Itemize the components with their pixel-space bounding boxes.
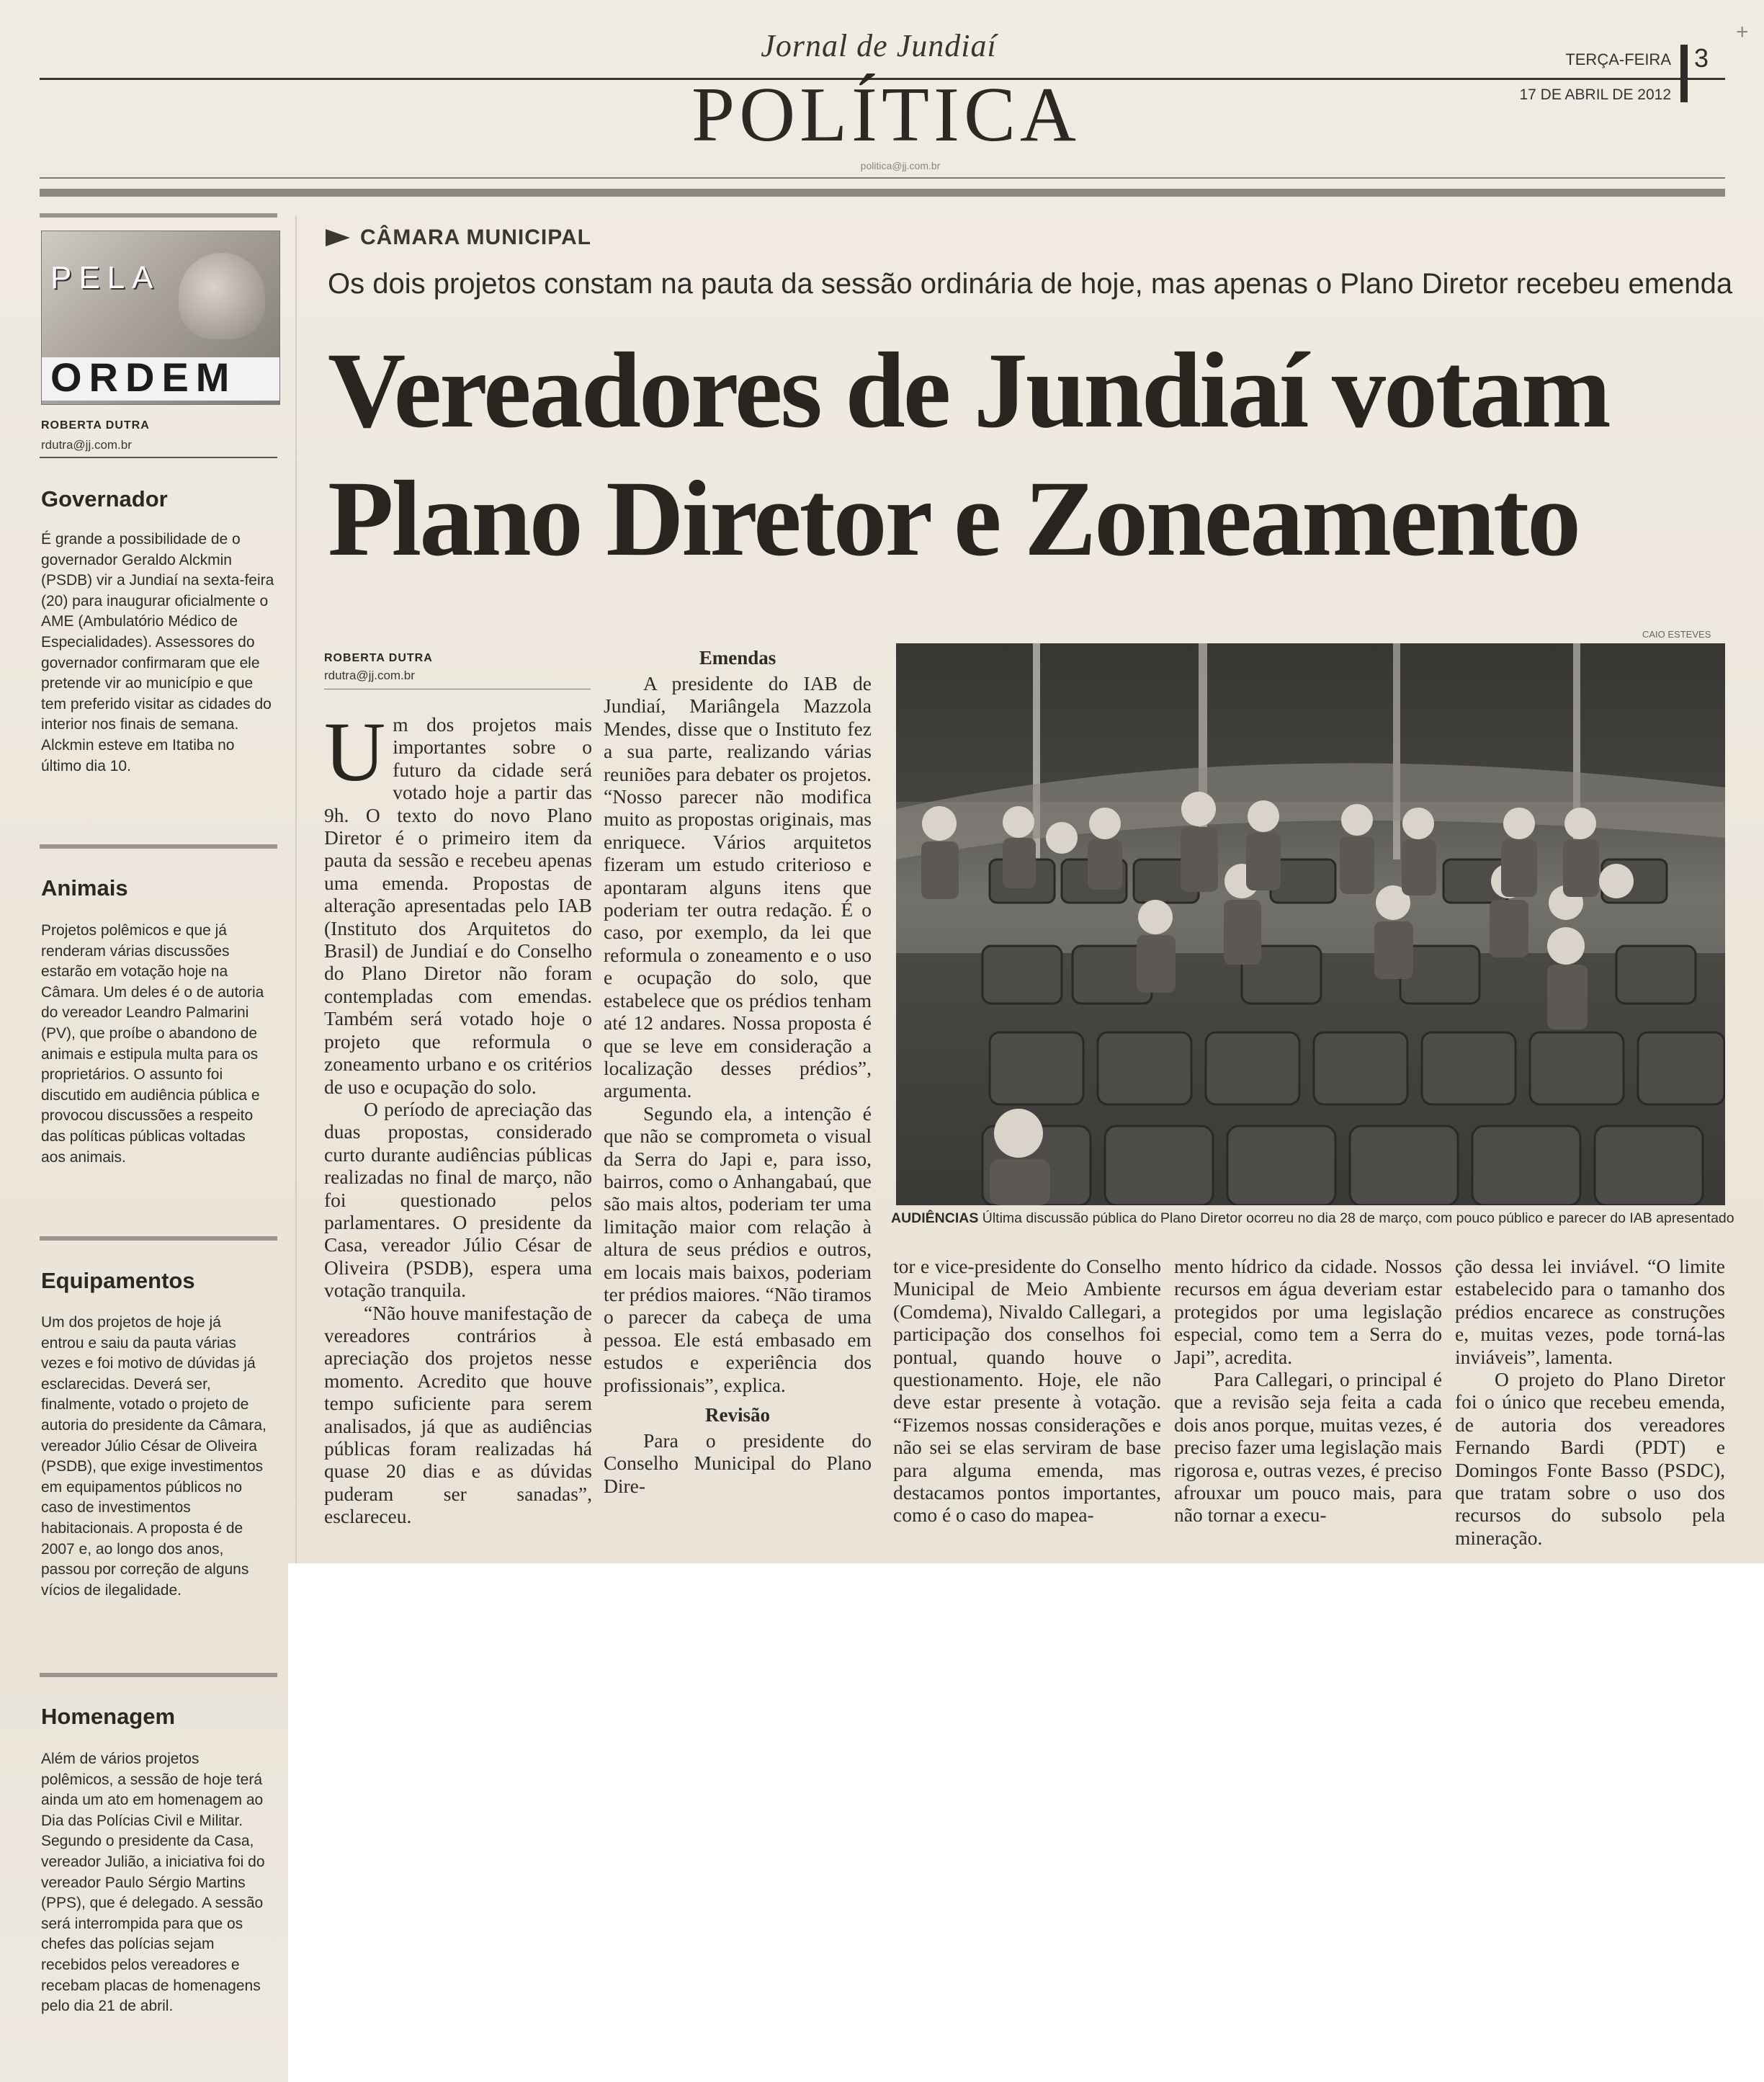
sidebar-author-rule xyxy=(40,457,277,458)
paragraph: Para Callegari, o principal é que a revisão seja feita a cada dois anos porque, muitas vezes, é preciso fazer uma legislação mais rigorosa e, outras vezes, é preciso afrouxar um pouco mais, para não tornar a execu- xyxy=(1174,1368,1442,1527)
audience-photo xyxy=(896,643,1725,1205)
photo-credit: CAIO ESTEVES xyxy=(1642,629,1711,640)
section-email: politica@jj.com.br xyxy=(860,160,941,171)
sidebar-rule xyxy=(40,844,277,849)
article-column-1 xyxy=(324,705,592,1528)
page-number: 3 xyxy=(1694,43,1709,73)
article-column-4 xyxy=(1174,1255,1442,1527)
pela-ordem-logo xyxy=(41,231,280,405)
caption-text: Última discussão pública do Plano Diretor ocorreu no dia 28 de março, com pouco público e parecer do IAB apresentado xyxy=(982,1210,1734,1226)
sidebar-text-equipamentos: Um dos projetos de hoje já entrou e saiu da pauta várias vezes e foi motivo de dúvidas já esclarecidas. Deverá ser, finalmente, votado o projeto de autoria do presidente da Câmara, vereador Júlio César de Oliveira (PSDB), que exige investimentos em equipamentos públicos no caso de investimentos habitacionais. A proposta é de 2007 e, ao longo dos anos, passou por correção de alguns vícios de ilegalidade. xyxy=(41,1314,267,1599)
weekday: TERÇA-FEIRA xyxy=(1565,50,1671,68)
sidebar-top-rule xyxy=(40,213,277,218)
paragraph: A presidente do IAB de Jundiaí, Mariângela Mazzola Mendes, disse que o Instituto fez a sua parte, realizando várias reuniões para debater os projetos. “Nosso parecer não modifica muito as propostas originais, mas enriquece. Vários arquitetos fizeram um estudo criterioso e apontaram alguns itens que poderiam ter outra redação. É o caso, por exemplo, da lei que reformula o zoneamento e o uso e ocupação do solo, que estabelece que os prédios tenham até 12 andares. Nossa proposta é que se leve em consideração a localização desses prédios”, argumenta. xyxy=(604,672,872,1102)
article-kicker: CÂMARA MUNICIPAL xyxy=(360,225,591,249)
headline-line-1: Vereadores de Jundiaí votam xyxy=(328,331,1609,450)
divider-thick xyxy=(40,189,1725,197)
paragraph: ção dessa lei inviável. “O limite estabelecido para o tamanho dos prédios encarece as construções e, muitas vezes, pode torná-las inviáveis”, lamenta. xyxy=(1455,1255,1725,1368)
sidebar-text-governador: É grande a possibilidade de o governador Geraldo Alckmin (PSDB) vir a Jundiaí na sexta-feira (20) para inaugurar oficialmente o AME (Ambulatório Médico de Especialidades). Assessores do governador confirmaram que ele pretende vir ao município e que tem preferido visitar as cidades do interior nos finais de semana. Alckmin esteve em Itatiba no último dia 10. xyxy=(41,531,274,774)
paragraph: O projeto do Plano Diretor foi o único que recebeu emenda, de autoria dos vereadores Fernando Bardi (PDT) e Domingos Fonte Basso (PSDC), que tratam sobre o uso dos recursos do subsolo pela mineração. xyxy=(1455,1368,1725,1549)
caption-label: AUDIÊNCIAS xyxy=(891,1210,979,1226)
paragraph: mento hídrico da cidade. Nossos recursos em água deveriam estar protegidos por uma legislação especial, como tem a Serra do Japi”, acredita. xyxy=(1174,1255,1442,1368)
photo-caption xyxy=(891,1210,1734,1227)
page-marker-bar xyxy=(1680,45,1688,102)
logo-text-ordem: ORDEM xyxy=(50,354,237,400)
arrow-right-icon xyxy=(326,229,350,246)
masthead: Jornal de Jundiaí xyxy=(761,28,997,63)
column-divider xyxy=(295,216,297,1563)
audience-photo-illustration xyxy=(896,643,1725,1205)
sidebar-rule xyxy=(40,1673,277,1677)
pointing-finger-icon xyxy=(179,253,265,339)
column-author: ROBERTA DUTRA xyxy=(41,419,150,432)
sidebar-heading-equipamentos: Equipamentos xyxy=(41,1268,195,1293)
sidebar-heading-governador: Governador xyxy=(41,486,168,511)
issue-date: 17 DE ABRIL DE 2012 xyxy=(1519,86,1671,103)
crop-mark-icon: + xyxy=(1736,20,1749,44)
paragraph: Segundo ela, a intenção é que não se comprometa o visual da Serra do Japi e, para isso, bairros, como o Anhangabaú, que são mais altos, poderiam ter uma limitação maior com relação à altura de seus prédios e outros, em locais mais baixos, poderiam ter prédios maiores. “Não tiramos o parecer da cabeça de uma pessoa. Ele está embasado em estudos e experiência dos profissionais”, explica. xyxy=(604,1102,872,1396)
sidebar-heading-animais: Animais xyxy=(41,875,128,901)
headline-line-2: Plano Diretor e Zoneamento xyxy=(328,459,1580,578)
sidebar-rule xyxy=(40,1236,277,1241)
paragraph: O período de apreciação das duas propostas, considerado curto durante audiências públicas realizadas no final de março, não foi questionado pelos parlamentares. O presidente da Casa, vereador Júlio César de Oliveira (PSDB), espera uma votação tranquila. xyxy=(324,1097,592,1302)
article-column-2 xyxy=(604,643,872,1497)
logo-text-pela: PELA xyxy=(50,260,161,295)
blank-area xyxy=(288,1563,1764,2082)
article-author: ROBERTA DUTRA xyxy=(324,652,433,664)
paragraph: tor e vice-presidente do Conselho Municipal de Meio Ambiente (Comdema), Nivaldo Callegari, a participação dos conselhos foi pontual, quando houve o questionamento. Hoje, ele não deve estar presente à votação. “Fizemos nossas considerações e não sei se elas serviram de base para alguma emenda, mas destacamos pontos importantes, como é o caso do mapea- xyxy=(893,1255,1161,1527)
article-column-5 xyxy=(1455,1255,1725,1549)
sidebar-text-animais: Projetos polêmicos e que já renderam várias discussões estarão em votação hoje na Câmara. Um deles é o de autoria do vereador Leandro Palmarini (PV), que proíbe o abandono de animais e estipula multa para os proprietários. O assunto foi discutido em audiência pública e provocou discussões a respeito das políticas públicas voltadas aos animais. xyxy=(41,922,264,1166)
subheading-emendas: Emendas xyxy=(699,647,776,669)
article-email: rdutra@jj.com.br xyxy=(324,669,415,682)
paragraph: “Não houve manifestação de vereadores contrários à apreciação dos projetos nesse momento. Acredito que houve tempo suficiente para serem analisados, já que as audiências públicas foram realizadas há quase 20 dias e as dúvidas puderam ser sanadas”, esclareceu. xyxy=(324,1301,592,1528)
article-subtitle: Os dois projetos constam na pauta da sessão ordinária de hoje, mas apenas o Plano Diretor recebeu emenda xyxy=(328,268,1733,300)
paragraph: m dos projetos mais importantes sobre o futuro da cidade será votado hoje a partir das 9h. O texto do novo Plano Diretor é o primeiro item da pauta da sessão e recebeu apenas uma emenda. Propostas de alteração apresentadas pelo IAB (Instituto dos Arquitetos do Brasil) de Jundiaí e do Conselho do Plano Diretor não foram contempladas com emendas. Também será votado hoje o projeto que reformula o zoneamento urbano e os critérios de uso e ocupação do solo. xyxy=(324,713,592,1098)
divider-thin xyxy=(40,177,1725,179)
article-column-3 xyxy=(893,1255,1161,1527)
sidebar-heading-homenagem: Homenagem xyxy=(41,1704,176,1729)
section-title: POLÍTICA xyxy=(691,72,1080,158)
sidebar-text-homenagem: Além de vários projetos polêmicos, a sessão de hoje terá ainda um ato em homenagem ao Dia das Polícias Civil e Militar. Segundo o presidente da Casa, vereador Julião, a iniciativa foi do vereador Paulo Sérgio Martins (PPS), que é delegado. A sessão será interrompida para que os chefes das polícias sejam recebidos pelos vereadores e recebam placas de homenagens pelo dia 21 de abril. xyxy=(41,1751,265,2015)
drop-cap: U xyxy=(324,705,386,799)
column-email: rdutra@jj.com.br xyxy=(41,438,132,452)
paragraph: Para o presidente do Conselho Municipal do Plano Dire- xyxy=(604,1429,872,1497)
subheading-revisao: Revisão xyxy=(705,1404,770,1426)
